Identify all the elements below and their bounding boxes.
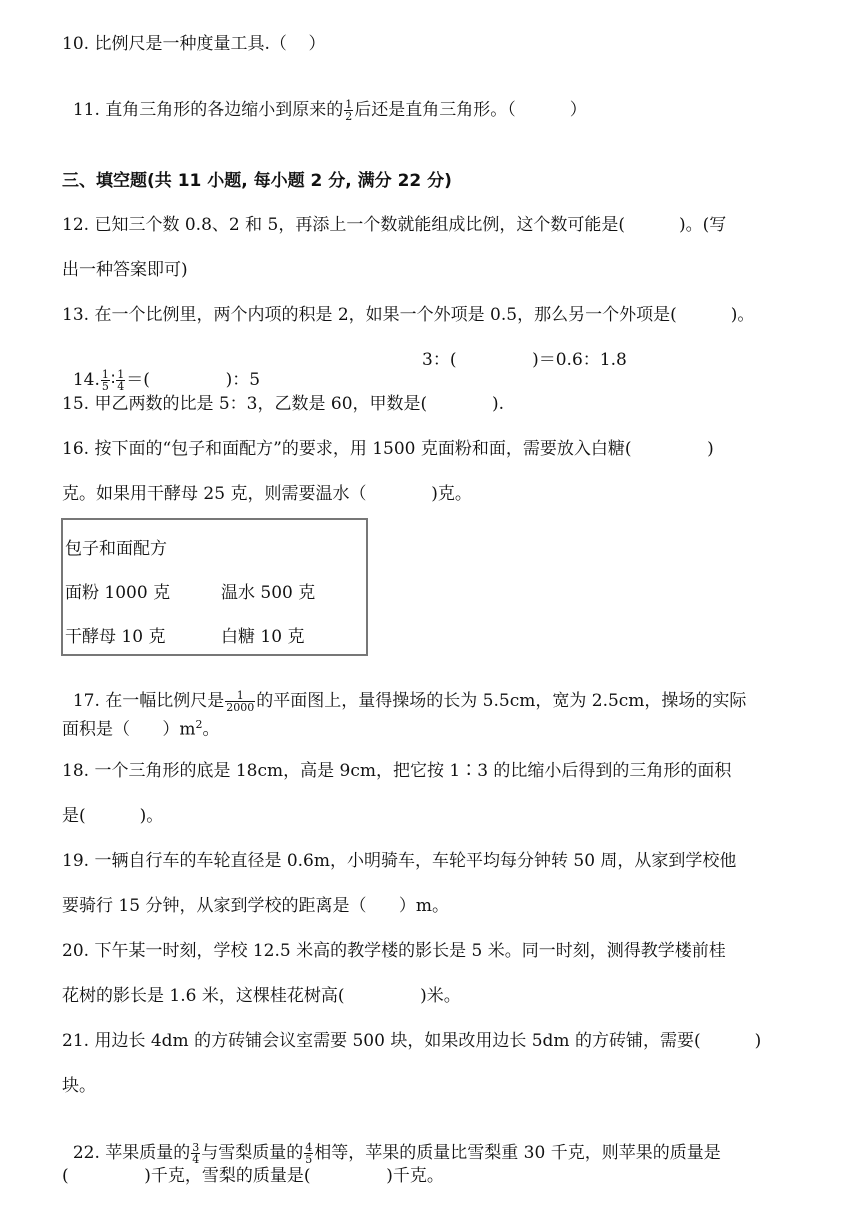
fraction-four-fifths <box>304 1142 313 1165</box>
recipe-title: 包子和面配方 <box>65 539 167 559</box>
recipe-flour: 面粉 1000 克 <box>65 583 171 603</box>
question-22-line-1 <box>62 1120 721 1165</box>
question-16-line-1: 16. 按下面的“包子和面配方”的要求，用 1500 克面粉和面，需要放入白糖( ) <box>62 439 714 459</box>
fraction-denominator: 2 <box>345 110 353 123</box>
fraction-denominator: 4 <box>192 1153 200 1166</box>
question-22-text-c: 相等，苹果的质量比雪梨重 30 千克，则苹果的质量是 <box>314 1143 721 1163</box>
question-18-line-2: 是( )。 <box>62 806 164 826</box>
fraction-numerator: 3 <box>192 1141 200 1154</box>
question-17-text-b: 的平面图上，量得操场的长为 5.5cm，宽为 2.5cm，操场的实际 <box>256 691 747 711</box>
scale-fraction <box>225 690 255 713</box>
question-12-line-1: 12. 已知三个数 0.8、2 和 5，再添上一个数就能组成比例，这个数可能是( )。(写 <box>62 215 727 235</box>
fraction-denominator: 5 <box>305 1153 313 1166</box>
question-19-line-1: 19. 一辆自行车的车轮直径是 0.6m，小明骑车，车轮平均每分钟转 50 周，从家到学校他 <box>62 851 737 871</box>
question-13: 13. 在一个比例里，两个内项的积是 2，如果一个外项是 0.5，那么另一个外项是( )。 <box>62 305 755 325</box>
question-14-part-a: ＝( )：5 <box>126 370 261 390</box>
section-3-heading: 三、填空题(共 11 小题, 每小题 2 分, 满分 22 分) <box>62 171 452 191</box>
question-11-text-b: 后还是直角三角形。（ ） <box>354 100 587 120</box>
question-22-text-a: 22. 苹果质量的 <box>72 1143 191 1163</box>
question-18-line-1: 18. 一个三角形的底是 18cm，高是 9cm，把它按 1∶3 的比缩小后得到的三角形的面积 <box>62 761 732 781</box>
recipe-sugar: 白糖 10 克 <box>221 627 305 647</box>
question-16-line-2: 克。如果用干酵母 25 克，则需要温水（ )克。 <box>62 484 472 504</box>
question-12-line-2: 出一种答案即可) <box>62 260 188 280</box>
superscript-2: 2 <box>195 718 203 731</box>
fraction-one-half <box>344 99 353 122</box>
question-20-line-2: 花树的影长是 1.6 米，这棵桂花树高( )米。 <box>62 986 461 1006</box>
question-22-text-b: 与雪梨质量的 <box>201 1143 304 1163</box>
recipe-water: 温水 500 克 <box>221 583 316 603</box>
question-17-text-end: 。 <box>202 719 220 740</box>
fraction-denominator: 5 <box>101 380 109 393</box>
question-15: 15. 甲乙两数的比是 5：3，乙数是 60，甲数是( ). <box>62 394 505 414</box>
ratio-colon: ∶ <box>110 370 116 390</box>
question-22-line-2: ( )千克，雪梨的质量是( )千克。 <box>62 1166 444 1186</box>
question-17-text-c: 面积是（ ）m <box>62 719 196 740</box>
question-11-text-a: 11. 直角三角形的各边缩小到原来的 <box>72 100 344 120</box>
question-21-line-2: 块。 <box>62 1076 96 1096</box>
fraction-numerator: 1 <box>225 690 255 702</box>
question-19-line-2: 要骑行 15 分钟，从家到学校的距离是（ ）m。 <box>62 896 449 916</box>
question-17-line-2 <box>62 714 220 741</box>
question-11 <box>62 77 587 122</box>
fraction-numerator: 1 <box>345 98 353 111</box>
question-21-line-1: 21. 用边长 4dm 的方砖铺会议室需要 500 块，如果改用边长 5dm 的方砖铺，需要( ) <box>62 1031 762 1051</box>
question-17-text-a: 17. 在一幅比例尺是 <box>72 691 225 711</box>
question-20-line-1: 20. 下午某一时刻，学校 12.5 米高的教学楼的影长是 5 米。同一时刻，测得教学楼前桂 <box>62 941 726 961</box>
fraction-one-fifth <box>101 369 110 392</box>
question-10: 10. 比例尺是一种度量工具.（ ） <box>62 34 326 54</box>
fraction-three-quarters <box>191 1142 200 1165</box>
fraction-one-quarter <box>116 369 125 392</box>
question-17-line-1 <box>62 668 746 713</box>
fraction-numerator: 4 <box>305 1141 313 1154</box>
recipe-box <box>61 518 368 656</box>
question-14-number: 14. <box>72 370 100 390</box>
question-14-part-b: 3：( )＝0.6：1.8 <box>422 350 627 370</box>
fraction-numerator: 1 <box>101 368 109 381</box>
fraction-denominator: 4 <box>117 380 125 393</box>
recipe-yeast: 干酵母 10 克 <box>65 627 166 647</box>
fraction-numerator: 1 <box>117 368 125 381</box>
question-14 <box>62 347 260 392</box>
fraction-denominator: 2000 <box>226 701 255 714</box>
